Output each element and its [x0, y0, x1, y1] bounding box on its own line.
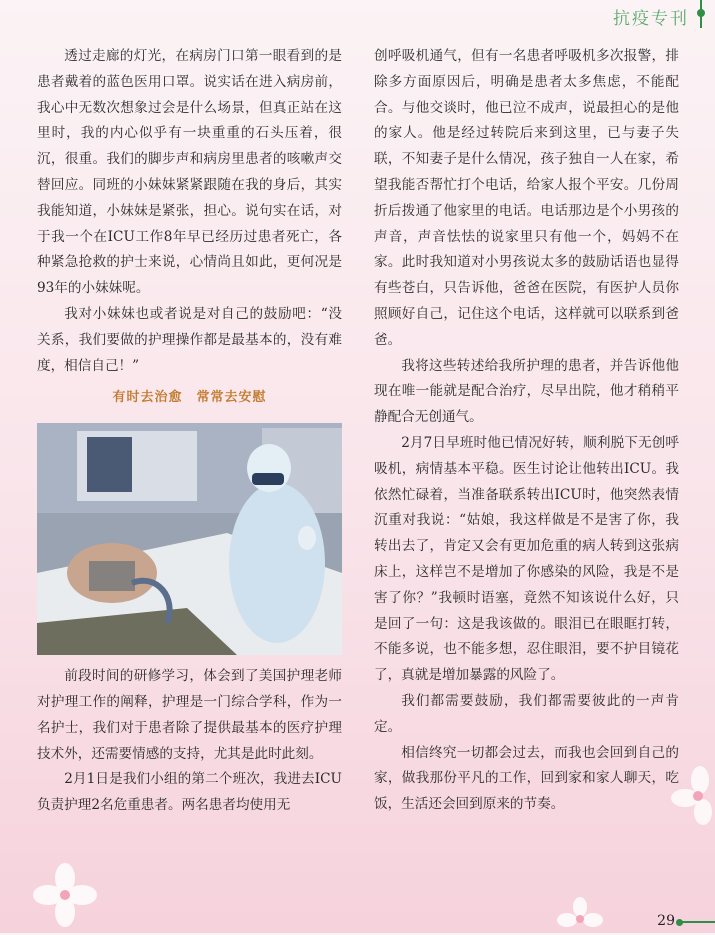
paragraph: 创呼吸机通气，但有一名患者呼吸机多次报警，排除多方面原因后，明确是患者太多焦虑，不能配合。与他交谈时，他已泣不成声，说最担心的是他的家人。他是经过转院后来到这里，已与妻子失联，不知妻子是什么情况，孩子独自一人在家，希望我能否帮忙打个电话，给家人报个平安。几份周折后拨通了他家里的电话。电话那边是个小男孩的声音，声音怯怯的说家里只有他一个，妈妈不在家。此时我知道对小男孩说太多的鼓励话语也显得有些苍白，只告诉他，爸爸在医院，有医护人员你照顾好自己，记住这个电话，这样就可以联系到爸爸。: [374, 48, 679, 348]
paragraph: 我对小妹妹也或者说是对自己的鼓励吧：“没关系，我们要做的护理操作都是最基本的，没有难度，相信自己！”: [37, 305, 342, 374]
right-column: [374, 44, 679, 818]
paragraph: 相信终究一切都会过去，而我也会回到自己的家，做我那份平凡的工作，回到家和家人聊天，吃饭，生活还会回到原来的节奏。: [374, 744, 679, 813]
paragraph: 透过走廊的灯光，在病房门口第一眼看到的是患者戴着的蓝色医用口罩。说实话在进入病房前，我心中无数次想象过会是什么场景，但真正站在这里时，我的内心似乎有一块重重的石头压着，很沉，很重。我们的脚步声和病房里患者的咳嗽声交替回应。同班的小妹妹紧紧跟随在我的身后，其实我能知道，小妹妹是紧张，担心。说句实在话，对于我一个在ICU工作8年早已经历过患者死亡，各种紧急抢救的护士来说，心情尚且如此，更何况是93年的小妹妹呢。: [37, 48, 342, 297]
paragraph: 2月1日是我们小组的第二个班次，我进去ICU负责护理2名危重患者。两名患者均使用无: [37, 771, 342, 814]
footer-rule: [681, 921, 715, 923]
left-column: [37, 44, 342, 819]
paragraph: 我们都需要鼓励，我们都需要彼此的一声肯定。: [374, 692, 679, 735]
icu-nurse-photo: [37, 423, 342, 655]
page-number: 29: [657, 913, 675, 929]
header-dot-icon: [697, 9, 705, 17]
paragraph: 2月7日早班时他已情况好转，顺利脱下无创呼吸机，病情基本平稳。医生讨论让他转出ICU。我依然忙碌着，当准备联系转出ICU时，他突然表情沉重对我说：“姑娘，我这样做是不是害了你，我转出去了，肯定又会有更加危重的病人转到这张病床上，这样岂不是增加了你感染的风险，我是不是害了你？”我顿时语塞，竟然不知该说什么好，只是回了一句：这是我该做的。眼泪已在眼眶打转，不能多说，也不能多想，忍住眼泪，要不护目镜花了，真就是增加暴露的风险了。: [374, 434, 679, 684]
section-title: 抗疫专刊: [613, 9, 689, 29]
page-header: [0, 0, 715, 28]
section-heading: 有时去治愈 常常去安慰: [112, 390, 267, 406]
photo-illustration: [37, 423, 342, 655]
cherry-blossom-icon: [30, 860, 100, 930]
cherry-blossom-icon: [555, 895, 605, 935]
paragraph: 前段时间的研修学习，体会到了美国护理老师对护理工作的阐释，护理是一门综合学科，作为一名护士，我们对于患者除了提供最基本的医疗护理技术外，还需要情感的支持，尤其是此时此刻。: [37, 668, 342, 762]
paragraph: 我将这些转述给我所护理的患者，并告诉他他现在唯一能就是配合治疗，尽早出院，他才稍稍平静配合无创通气。: [374, 357, 679, 426]
